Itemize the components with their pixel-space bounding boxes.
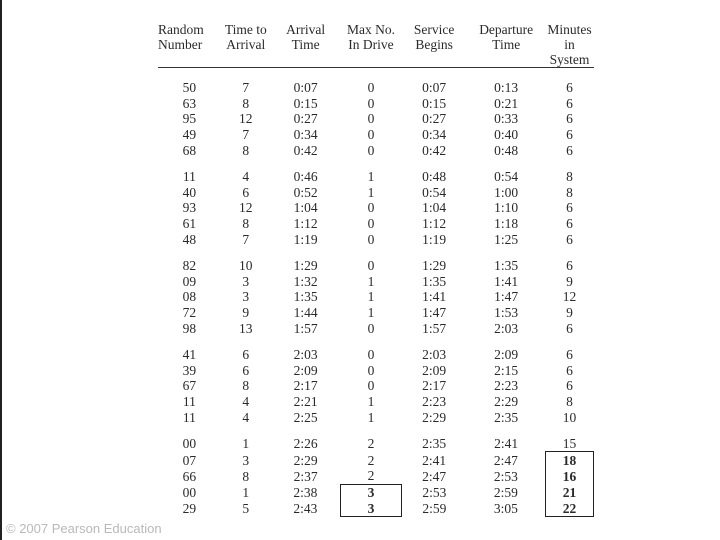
service-begins-cell: 1:41 xyxy=(422,289,447,305)
max-in-drive-cell: 0 xyxy=(367,111,375,127)
group-spacer-cell xyxy=(158,68,594,80)
group-spacer-cell xyxy=(158,425,594,436)
arrival-time-cell: 1:04 xyxy=(293,200,318,216)
arrival-time-cell: 1:19 xyxy=(293,231,318,247)
minutes-in-system-cell: 6 xyxy=(566,258,573,274)
random-number-cell: 08 xyxy=(182,289,197,305)
arrival-time-cell: 2:29 xyxy=(293,452,318,468)
minutes-in-system-cell: 6 xyxy=(566,111,573,127)
service-begins-cell: 2:29 xyxy=(422,409,447,425)
random-number-cell: 72 xyxy=(182,305,197,321)
service-begins-cell: 1:04 xyxy=(422,200,447,216)
random-number-cell: 41 xyxy=(182,347,197,363)
service-begins-cell: 0:48 xyxy=(422,169,447,185)
service-begins-cell: 2:35 xyxy=(422,436,447,452)
table-row xyxy=(158,200,594,216)
group-spacer xyxy=(158,158,594,169)
departure-time-cell: 1:47 xyxy=(494,289,519,305)
time-to-arrival-cell: 7 xyxy=(242,127,250,143)
table-row xyxy=(158,409,594,425)
table-row xyxy=(158,436,594,452)
minutes-in-system-cell: 6 xyxy=(566,80,573,96)
table-row xyxy=(158,169,594,185)
copyright-notice: © 2007 Pearson Education xyxy=(6,521,162,536)
max-in-drive-cell: 0 xyxy=(367,320,375,336)
random-number-cell: 50 xyxy=(182,80,197,96)
arrival-time-cell: 1:32 xyxy=(293,273,318,289)
random-number-cell: 67 xyxy=(182,378,197,394)
random-number-cell: 95 xyxy=(182,111,197,127)
service-begins-cell: 2:03 xyxy=(422,347,447,363)
table xyxy=(158,22,594,517)
arrival-time-cell: 2:38 xyxy=(293,484,318,500)
random-number-cell: 07 xyxy=(182,452,197,468)
arrival-time-cell: 0:46 xyxy=(293,169,318,185)
time-to-arrival-cell: 8 xyxy=(242,468,250,484)
max-in-drive-cell: 0 xyxy=(367,200,375,216)
minutes-in-system-cell: 6 xyxy=(566,95,573,111)
max-in-drive-cell: 1 xyxy=(367,273,375,289)
simulation-table xyxy=(158,22,594,517)
max-in-drive-cell: 2 xyxy=(367,468,375,484)
header-arrival-time: Arrival Time xyxy=(286,22,326,52)
arrival-time-cell: 2:17 xyxy=(293,378,318,394)
max-in-drive-cell: 0 xyxy=(367,362,375,378)
random-number-cell: 40 xyxy=(182,184,197,200)
departure-time-cell: 2:53 xyxy=(493,468,518,484)
time-to-arrival-cell: 6 xyxy=(242,184,250,200)
table-row xyxy=(158,111,594,127)
table-row xyxy=(158,96,594,112)
random-number-cell: 00 xyxy=(182,484,197,500)
departure-time-cell: 0:13 xyxy=(494,80,519,96)
table-row xyxy=(158,320,594,336)
departure-time-cell: 2:35 xyxy=(494,409,519,425)
service-begins-cell: 1:57 xyxy=(422,320,447,336)
service-begins-cell: 2:23 xyxy=(422,393,447,409)
minutes-in-system-cell: 21 xyxy=(545,484,593,500)
table-row xyxy=(158,305,594,321)
time-to-arrival-cell: 8 xyxy=(242,95,250,111)
service-begins-cell: 1:47 xyxy=(422,305,447,321)
departure-time-cell: 1:00 xyxy=(494,184,519,200)
group-spacer xyxy=(158,247,594,258)
random-number-cell: 39 xyxy=(182,362,197,378)
departure-time-cell: 2:29 xyxy=(494,393,519,409)
minutes-in-system-cell: 9 xyxy=(566,305,573,321)
max-in-drive-cell: 0 xyxy=(367,231,375,247)
departure-time-cell: 1:41 xyxy=(494,273,519,289)
arrival-time-cell: 2:09 xyxy=(293,362,318,378)
group-spacer xyxy=(158,336,594,347)
departure-time-cell: 2:47 xyxy=(493,452,518,468)
arrival-time-cell: 0:27 xyxy=(293,111,318,127)
max-in-drive-cell: 0 xyxy=(367,142,375,158)
max-in-drive-cell: 3 xyxy=(341,500,402,516)
table-row xyxy=(158,231,594,247)
minutes-in-system-cell: 10 xyxy=(562,409,577,425)
departure-time-cell: 0:33 xyxy=(494,111,519,127)
table-row xyxy=(158,484,594,500)
minutes-in-system-cell: 22 xyxy=(545,500,593,516)
table-row xyxy=(158,378,594,394)
random-number-cell: 11 xyxy=(182,393,196,409)
departure-time-cell: 2:09 xyxy=(494,347,519,363)
max-in-drive-cell: 2 xyxy=(367,452,375,468)
random-number-cell: 11 xyxy=(182,169,196,185)
departure-time-cell: 0:54 xyxy=(494,169,519,185)
max-in-drive-cell: 1 xyxy=(367,289,375,305)
time-to-arrival-cell: 3 xyxy=(242,273,250,289)
time-to-arrival-cell: 9 xyxy=(242,305,250,321)
time-to-arrival-cell: 3 xyxy=(242,452,250,468)
service-begins-cell: 2:17 xyxy=(422,378,447,394)
random-number-cell: 09 xyxy=(182,273,197,289)
time-to-arrival-cell: 5 xyxy=(242,500,250,516)
group-spacer-cell xyxy=(158,158,594,169)
table-row xyxy=(158,394,594,410)
random-number-cell: 00 xyxy=(182,436,197,452)
time-to-arrival-cell: 8 xyxy=(242,378,250,394)
departure-time-cell: 2:15 xyxy=(494,362,519,378)
time-to-arrival-cell: 4 xyxy=(242,409,250,425)
random-number-cell: 98 xyxy=(182,320,197,336)
random-number-cell: 49 xyxy=(182,127,197,143)
table-row xyxy=(158,258,594,274)
table-row xyxy=(158,500,594,516)
header-departure-time: Departure Time xyxy=(479,22,534,52)
header-time-to-arrival: Time to Arrival xyxy=(224,22,267,52)
group-spacer-cell xyxy=(158,336,594,347)
table-row xyxy=(158,347,594,363)
header-random-number: Random Number xyxy=(158,22,204,52)
table-row xyxy=(158,216,594,232)
arrival-time-cell: 0:15 xyxy=(293,95,318,111)
max-in-drive-cell: 1 xyxy=(367,305,375,321)
max-in-drive-cell: 3 xyxy=(341,484,402,500)
arrival-time-cell: 1:29 xyxy=(293,258,318,274)
service-begins-cell: 0:15 xyxy=(422,95,447,111)
service-begins-cell: 1:19 xyxy=(422,231,447,247)
time-to-arrival-cell: 13 xyxy=(239,320,253,336)
arrival-time-cell: 2:37 xyxy=(293,468,318,484)
minutes-in-system-cell: 6 xyxy=(566,127,573,143)
max-in-drive-cell: 0 xyxy=(367,258,375,274)
minutes-in-system-cell: 6 xyxy=(566,200,573,216)
service-begins-cell: 2:09 xyxy=(422,362,447,378)
arrival-time-cell: 2:25 xyxy=(293,409,318,425)
random-number-cell: 29 xyxy=(182,500,197,516)
arrival-time-cell: 2:26 xyxy=(293,436,318,452)
max-in-drive-cell: 1 xyxy=(367,393,375,409)
service-begins-cell: 1:29 xyxy=(422,258,447,274)
table-row xyxy=(158,363,594,379)
arrival-time-cell: 0:42 xyxy=(293,142,318,158)
max-in-drive-cell: 2 xyxy=(367,436,375,452)
random-number-cell: 63 xyxy=(182,95,197,111)
header-max-in-drive: Max No. In Drive xyxy=(346,22,395,52)
max-in-drive-cell: 0 xyxy=(367,378,375,394)
minutes-in-system-cell: 9 xyxy=(566,273,573,289)
service-begins-cell: 1:12 xyxy=(422,216,447,232)
arrival-time-cell: 1:57 xyxy=(293,320,318,336)
group-spacer-cell xyxy=(158,247,594,258)
time-to-arrival-cell: 8 xyxy=(242,142,250,158)
max-in-drive-cell: 1 xyxy=(367,169,375,185)
arrival-time-cell: 2:21 xyxy=(293,393,318,409)
time-to-arrival-cell: 1 xyxy=(242,436,250,452)
table-row xyxy=(158,452,594,468)
header-minutes-in-system: Minutes in System xyxy=(547,22,592,67)
table-row xyxy=(158,80,594,96)
service-begins-cell: 0:54 xyxy=(422,184,447,200)
service-begins-cell: 0:42 xyxy=(422,142,447,158)
minutes-in-system-cell: 8 xyxy=(566,184,573,200)
random-number-cell: 48 xyxy=(182,231,197,247)
service-begins-cell: 2:47 xyxy=(422,468,447,484)
service-begins-cell: 0:27 xyxy=(422,111,447,127)
random-number-cell: 82 xyxy=(182,258,197,274)
service-begins-cell: 2:41 xyxy=(422,452,447,468)
time-to-arrival-cell: 3 xyxy=(242,289,250,305)
minutes-in-system-cell: 6 xyxy=(566,320,573,336)
service-begins-cell: 2:59 xyxy=(422,500,447,516)
departure-time-cell: 2:41 xyxy=(494,436,519,452)
time-to-arrival-cell: 7 xyxy=(242,80,250,96)
time-to-arrival-cell: 6 xyxy=(242,362,250,378)
max-in-drive-cell: 0 xyxy=(367,95,375,111)
service-begins-cell: 2:53 xyxy=(422,484,447,500)
table-row xyxy=(158,289,594,305)
random-number-cell: 61 xyxy=(182,216,197,232)
time-to-arrival-cell: 12 xyxy=(239,111,253,127)
arrival-time-cell: 0:34 xyxy=(293,127,318,143)
minutes-in-system-cell: 12 xyxy=(562,289,577,305)
arrival-time-cell: 0:07 xyxy=(293,80,318,96)
group-spacer xyxy=(158,68,594,80)
departure-time-cell: 1:25 xyxy=(494,231,519,247)
minutes-in-system-cell: 6 xyxy=(566,231,573,247)
random-number-cell: 11 xyxy=(182,409,196,425)
group-spacer xyxy=(158,425,594,436)
departure-time-cell: 2:03 xyxy=(494,320,519,336)
random-number-cell: 66 xyxy=(182,468,197,484)
service-begins-cell: 0:34 xyxy=(422,127,447,143)
departure-time-cell: 2:59 xyxy=(493,484,518,500)
departure-time-cell: 1:10 xyxy=(494,200,519,216)
time-to-arrival-cell: 7 xyxy=(242,231,250,247)
max-in-drive-cell: 0 xyxy=(367,127,375,143)
max-in-drive-cell: 1 xyxy=(367,184,375,200)
arrival-time-cell: 1:35 xyxy=(293,289,318,305)
table-row xyxy=(158,185,594,201)
max-in-drive-cell: 0 xyxy=(367,216,375,232)
max-in-drive-cell: 0 xyxy=(367,80,375,96)
time-to-arrival-cell: 8 xyxy=(242,216,250,232)
departure-time-cell: 0:48 xyxy=(494,142,519,158)
table-row xyxy=(158,468,594,484)
table-body xyxy=(158,68,594,517)
time-to-arrival-cell: 12 xyxy=(239,200,253,216)
minutes-in-system-cell: 16 xyxy=(545,468,593,484)
left-border xyxy=(0,0,2,540)
departure-time-cell: 1:18 xyxy=(494,216,519,232)
time-to-arrival-cell: 4 xyxy=(242,393,250,409)
table-row xyxy=(158,274,594,290)
arrival-time-cell: 2:03 xyxy=(293,347,318,363)
minutes-in-system-cell: 6 xyxy=(566,362,573,378)
arrival-time-cell: 2:43 xyxy=(293,500,318,516)
max-in-drive-cell: 1 xyxy=(367,409,375,425)
departure-time-cell: 1:35 xyxy=(494,258,519,274)
time-to-arrival-cell: 4 xyxy=(242,169,250,185)
service-begins-cell: 1:35 xyxy=(422,273,447,289)
table-row xyxy=(158,127,594,143)
minutes-in-system-cell: 6 xyxy=(566,347,573,363)
random-number-cell: 68 xyxy=(182,142,197,158)
header-row xyxy=(158,22,594,68)
departure-time-cell: 1:53 xyxy=(494,305,519,321)
arrival-time-cell: 1:12 xyxy=(293,216,318,232)
minutes-in-system-cell: 15 xyxy=(562,436,577,452)
minutes-in-system-cell: 6 xyxy=(566,142,573,158)
random-number-cell: 93 xyxy=(182,200,197,216)
minutes-in-system-cell: 6 xyxy=(566,216,573,232)
service-begins-cell: 0:07 xyxy=(422,80,447,96)
arrival-time-cell: 0:52 xyxy=(293,184,318,200)
time-to-arrival-cell: 1 xyxy=(242,484,250,500)
time-to-arrival-cell: 6 xyxy=(242,347,250,363)
minutes-in-system-cell: 8 xyxy=(566,393,573,409)
table-row xyxy=(158,142,594,158)
minutes-in-system-cell: 8 xyxy=(566,169,573,185)
departure-time-cell: 0:40 xyxy=(494,127,519,143)
departure-time-cell: 0:21 xyxy=(494,95,519,111)
time-to-arrival-cell: 10 xyxy=(239,258,253,274)
minutes-in-system-cell: 18 xyxy=(545,452,593,468)
minutes-in-system-cell: 6 xyxy=(566,378,573,394)
departure-time-cell: 2:23 xyxy=(494,378,519,394)
arrival-time-cell: 1:44 xyxy=(293,305,318,321)
header-service-begins: Service Begins xyxy=(413,22,455,52)
departure-time-cell: 3:05 xyxy=(493,500,518,516)
max-in-drive-cell: 0 xyxy=(367,347,375,363)
